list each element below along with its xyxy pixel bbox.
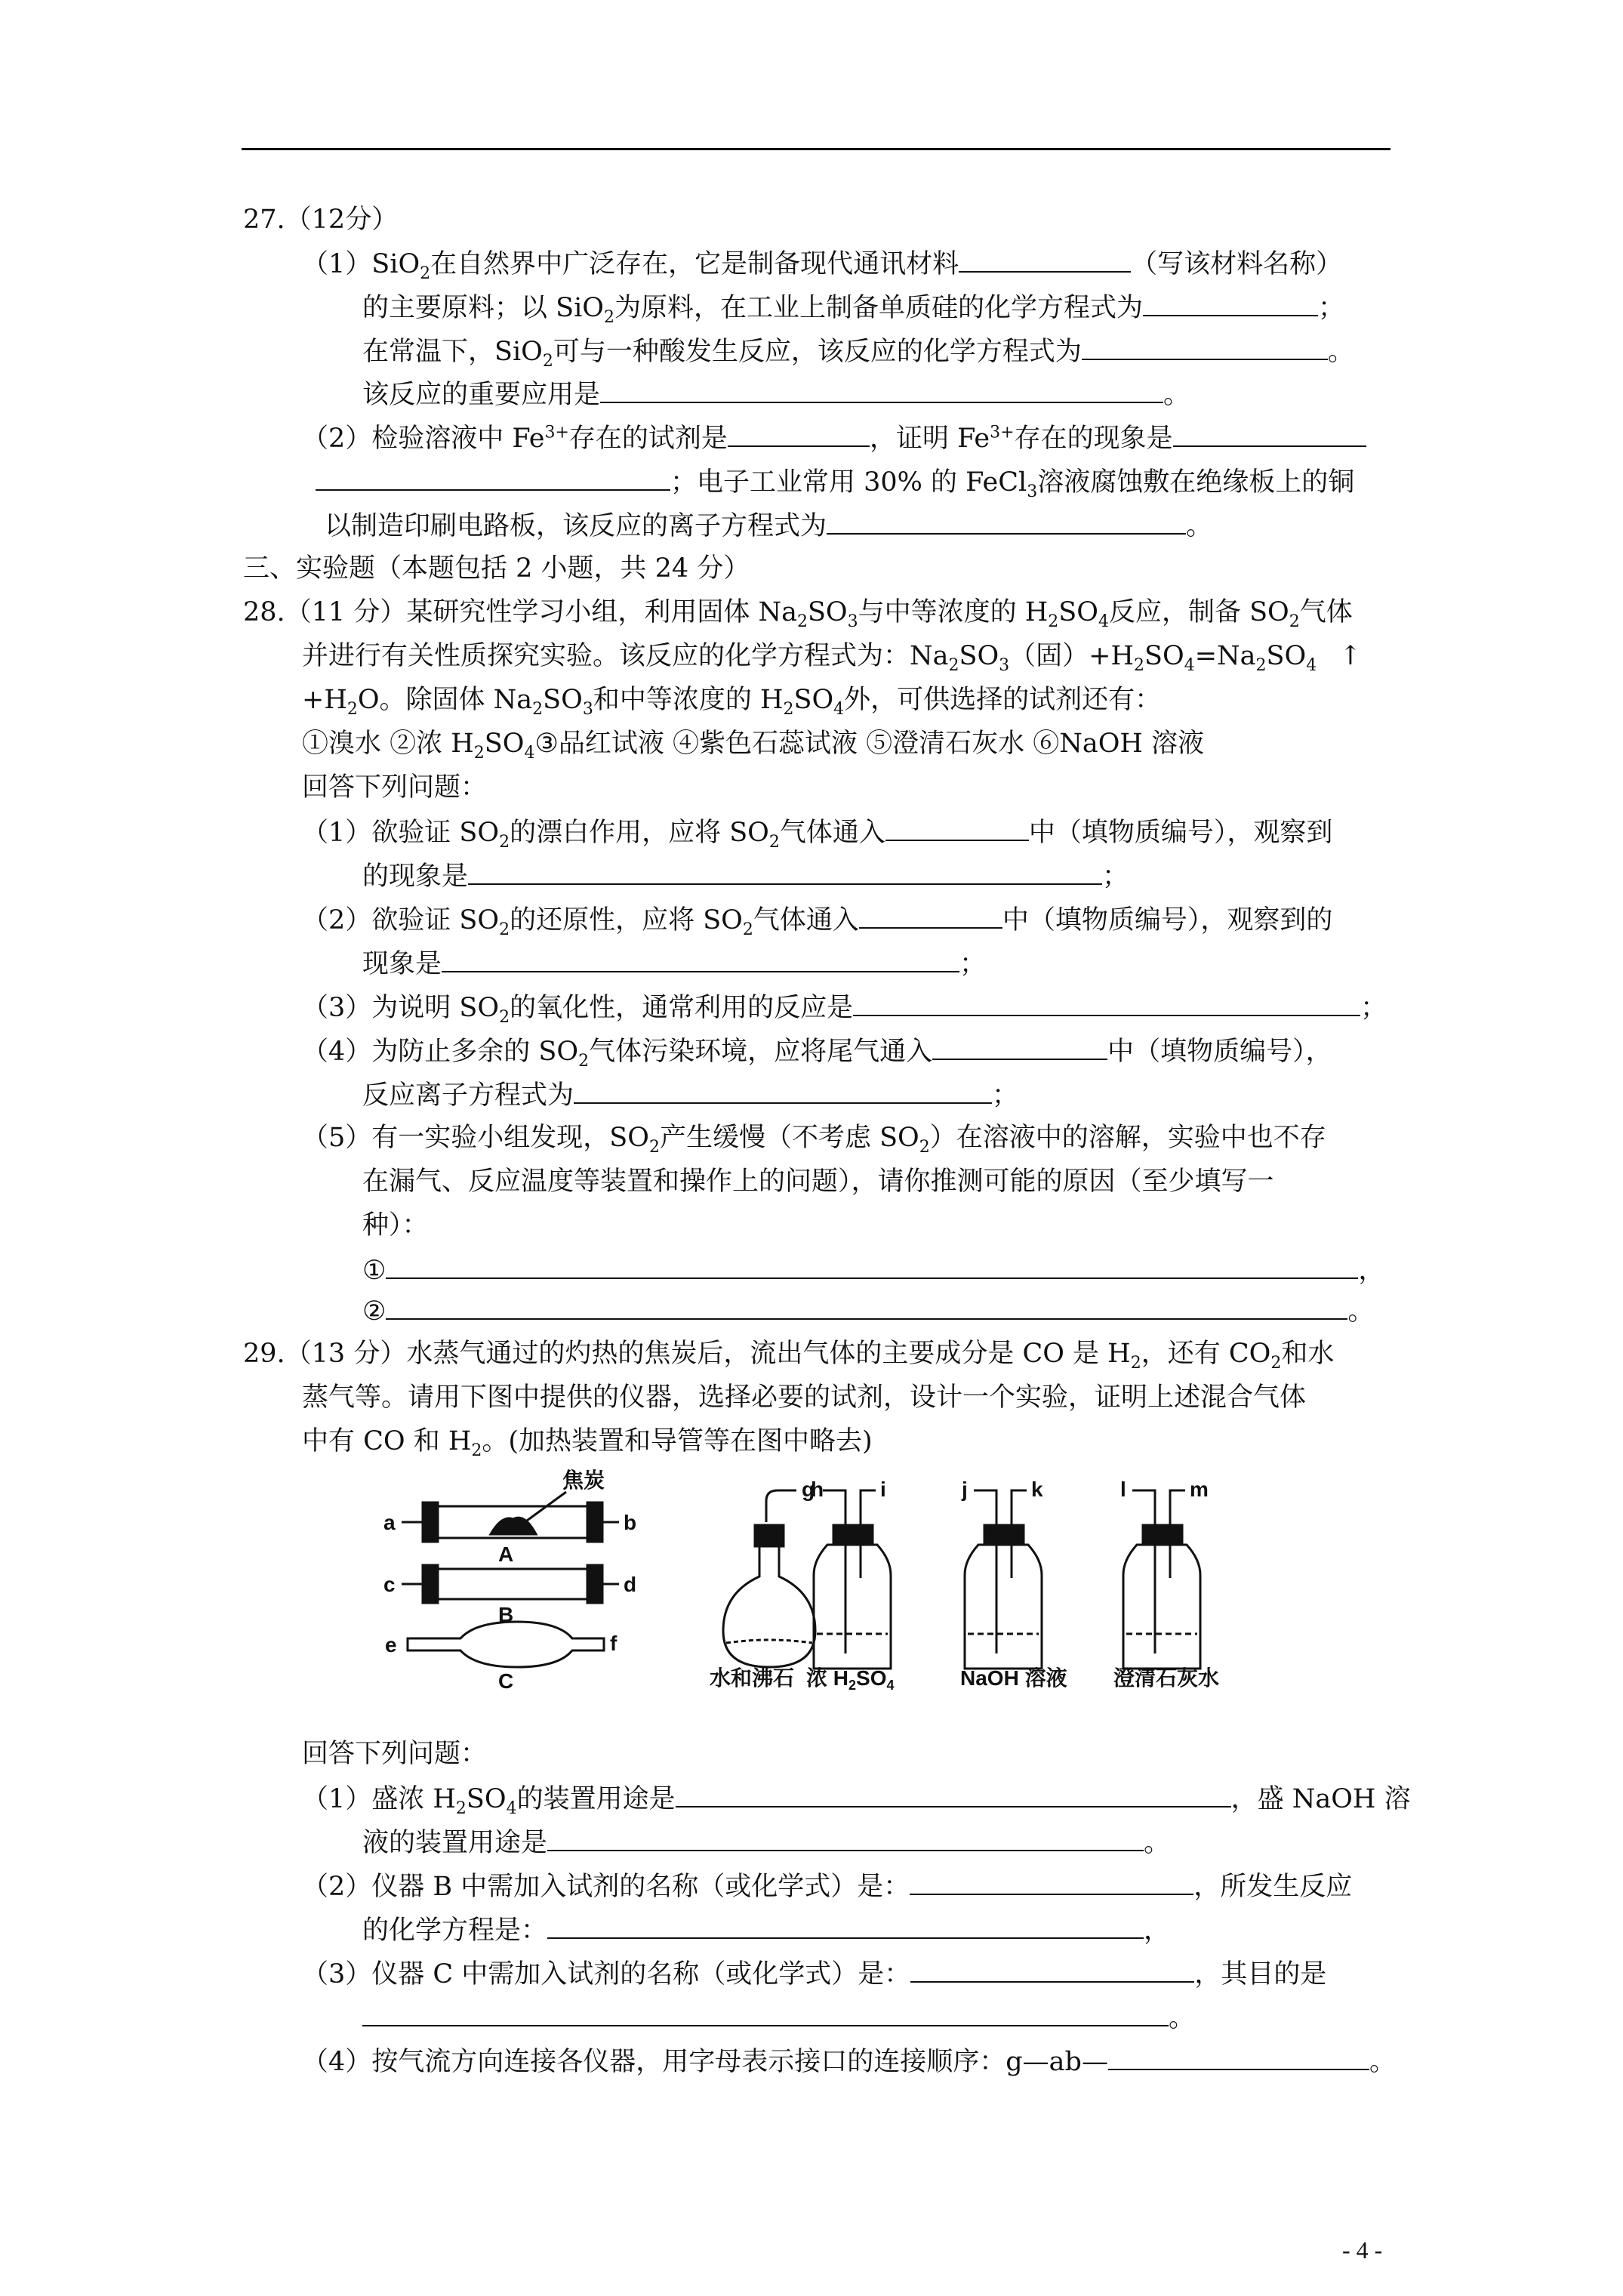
q28-prompt: 回答下列问题：	[302, 772, 488, 803]
q29-2-line1: （2）仪器 B 中需加入试剂的名称（或化学式）是： ，所发生反应	[302, 1868, 1352, 1904]
q29-prompt: 回答下列问题：	[302, 1739, 488, 1769]
q29-3-line2: 。	[362, 1999, 1195, 2036]
q27-2-line3: 以制造印刷电路板，该反应的离子方程式为 。	[325, 507, 1212, 544]
apparatus-figure	[377, 1465, 1268, 1691]
header-rule	[242, 148, 1390, 150]
label-jiaotan: 焦炭	[562, 1469, 605, 1492]
q28-line1: 28.（11 分）某研究性学习小组，利用固体 $Na_2SO_3$与中等浓度的 $H_2SO_4$反应，制备 $SO_2$气体	[243, 597, 1353, 631]
q29-3-line1: （3）仪器 C 中需加入试剂的名称（或化学式）是： ，其目的是	[302, 1955, 1326, 1992]
bottle-conc-h2so4	[814, 1490, 891, 1669]
blank[interactable]	[1082, 333, 1328, 360]
q29-2-line2: 的化学方程是： ，	[362, 1912, 1170, 1948]
blank[interactable]	[853, 989, 1360, 1016]
port-m: m	[1190, 1478, 1209, 1501]
caption-naoh: NaOH 溶液	[960, 1666, 1067, 1690]
tube-b	[402, 1565, 619, 1603]
caption-flask: 水和沸石	[710, 1666, 795, 1690]
caption-h2so4: 浓 $H_2SO_4$	[806, 1666, 895, 1691]
q29-1-line2: 液的装置用途是 。	[362, 1824, 1170, 1860]
port-j: j	[962, 1478, 968, 1501]
blank[interactable]	[827, 507, 1186, 535]
q28-3: （3）为说明 $SO_2$的氧化性，通常利用的反应是 ；	[302, 989, 1387, 1025]
blank[interactable]	[1108, 2043, 1369, 2070]
label-B: B	[498, 1603, 514, 1626]
q27-heading: 27.（12分）	[243, 205, 399, 235]
q27-1-line4: 该反应的重要应用是 。	[362, 376, 1190, 412]
blank[interactable]	[574, 1077, 992, 1104]
blank[interactable]	[1173, 420, 1366, 447]
q27-1-line3: 在常温下，SiO$_2$可与一种酸发生反应，该反应的化学方程式为 。	[362, 333, 1354, 369]
blank[interactable]	[600, 376, 1163, 403]
blank[interactable]	[676, 1780, 1231, 1808]
blank[interactable]	[859, 901, 1002, 929]
port-g: g	[802, 1478, 815, 1501]
blank[interactable]	[1143, 289, 1318, 316]
q28-1-line1: （1）欲验证 $SO_2$的漂白作用，应将 $SO_2$气体通入 中（填物质编号），观察到	[302, 814, 1332, 850]
q28-2-line2: 现象是 ；	[362, 945, 986, 982]
blank[interactable]	[910, 1868, 1193, 1895]
q28-4-line1: （4）为防止多余的 $SO_2$气体污染环境，应将尾气通入 中（填物质编号），	[302, 1033, 1332, 1069]
port-h: h	[811, 1478, 824, 1501]
page-number: - 4 -	[1342, 2236, 1383, 2264]
blank[interactable]	[910, 1955, 1194, 1983]
label-A: A	[498, 1542, 514, 1566]
blank[interactable]	[932, 1033, 1107, 1060]
q28-4-line2: 反应离子方程式为 ；	[362, 1077, 1018, 1113]
q28-5-answer-1: ① ，	[362, 1252, 1384, 1288]
q27-1-line1: （1）SiO$_2$在自然界中广泛存在，它是制备现代通讯材料 （写该材料名称）	[302, 245, 1342, 282]
blank[interactable]	[442, 945, 959, 972]
port-l: l	[1120, 1478, 1126, 1501]
q29-line1: 29.（13 分）水蒸气通过的灼热的焦炭后，流出气体的主要成分是 CO 是 $H_2$，还有 $CO_2$和水	[243, 1339, 1335, 1373]
blank[interactable]	[386, 1293, 1347, 1320]
q29-line2: 蒸气等。请用下图中提供的仪器，选择必要的试剂，设计一个实验，证明上述混合气体	[302, 1382, 1307, 1413]
q28-5-line2: 在漏气、反应温度等装置和操作上的问题），请你推测可能的原因（至少填写一	[362, 1166, 1274, 1197]
blank[interactable]	[547, 1912, 1144, 1939]
port-c: c	[383, 1573, 396, 1596]
q29-1-line1: （1）盛浓 $H_2SO_4$的装置用途是 ，盛 NaOH 溶	[302, 1780, 1411, 1817]
port-e: e	[385, 1633, 397, 1657]
bottle-limewater	[1123, 1490, 1200, 1669]
blank[interactable]	[362, 1999, 1169, 2026]
q28-5-line3: 种）：	[362, 1210, 429, 1240]
port-f: f	[610, 1632, 617, 1655]
blank[interactable]	[885, 814, 1029, 841]
q28-5-answer-2: ② 。	[362, 1293, 1374, 1329]
port-k: k	[1031, 1478, 1043, 1501]
port-b: b	[624, 1511, 637, 1534]
q29-line3: 中有 CO 和 $H_2$。(加热装置和导管等在图中略去)	[302, 1426, 873, 1460]
flask-water-boiling-stones	[723, 1490, 815, 1667]
bottle-naoh	[965, 1490, 1042, 1669]
label-C: C	[498, 1669, 514, 1691]
port-i: i	[880, 1478, 886, 1501]
blank[interactable]	[959, 245, 1131, 273]
q28-1-line2: 的现象是 ；	[362, 858, 1129, 894]
blank[interactable]	[386, 1252, 1358, 1279]
q27-2-line1: （2）检验溶液中 $Fe^{3+}$存在的试剂是 ，证明 $Fe^{3+}$存在的现象是	[302, 420, 1366, 456]
tube-a	[402, 1492, 619, 1542]
q28-line2: 并进行有关性质探究实验。该反应的化学方程式为：$Na_2SO_3$（固）$+H_2SO_4=Na_2SO_4$ ↑	[302, 641, 1362, 675]
port-d: d	[624, 1573, 637, 1596]
caption-limewater: 澄清石灰水	[1113, 1666, 1220, 1690]
q27-2-line2: ；电子工业常用 30% 的 FeCl$_3$溶液腐蚀敷在绝缘板上的铜	[316, 464, 1354, 500]
blank[interactable]	[316, 464, 670, 491]
q28-reagent-list: ①溴水 ②浓 $H_2SO_4③$品红试液 ④紫色石蕊试液 ⑤澄清石灰水 ⑥NaOH 溶液	[302, 729, 1205, 763]
q29-4: （4）按气流方向连接各仪器，用字母表示接口的连接顺序：g—ab— 。	[302, 2043, 1396, 2079]
q28-2-line1: （2）欲验证 $SO_2$的还原性，应将 $SO_2$气体通入 中（填物质编号），观察到的	[302, 901, 1332, 938]
q28-line3: $+H_2O$。除固体 $Na_2SO_3$和中等浓度的 $H_2SO_4$外，可供选择的试剂还有：	[302, 685, 1162, 719]
port-a: a	[383, 1511, 396, 1534]
tube-c	[408, 1622, 604, 1667]
section-3-heading: 三、实验题（本题包括 2 小题，共 24 分）	[243, 553, 750, 584]
q27-1-line2: 的主要原料；以 SiO$_2$为原料，在工业上制备单质硅的化学方程式为 ；	[362, 289, 1344, 325]
blank[interactable]	[547, 1824, 1144, 1851]
blank[interactable]	[468, 858, 1102, 885]
blank[interactable]	[728, 420, 870, 447]
q28-5-line1: （5）有一实验小组发现，$SO_2$产生缓慢（不考虑 $SO_2$）在溶液中的溶解，实验中也不存	[302, 1123, 1326, 1157]
